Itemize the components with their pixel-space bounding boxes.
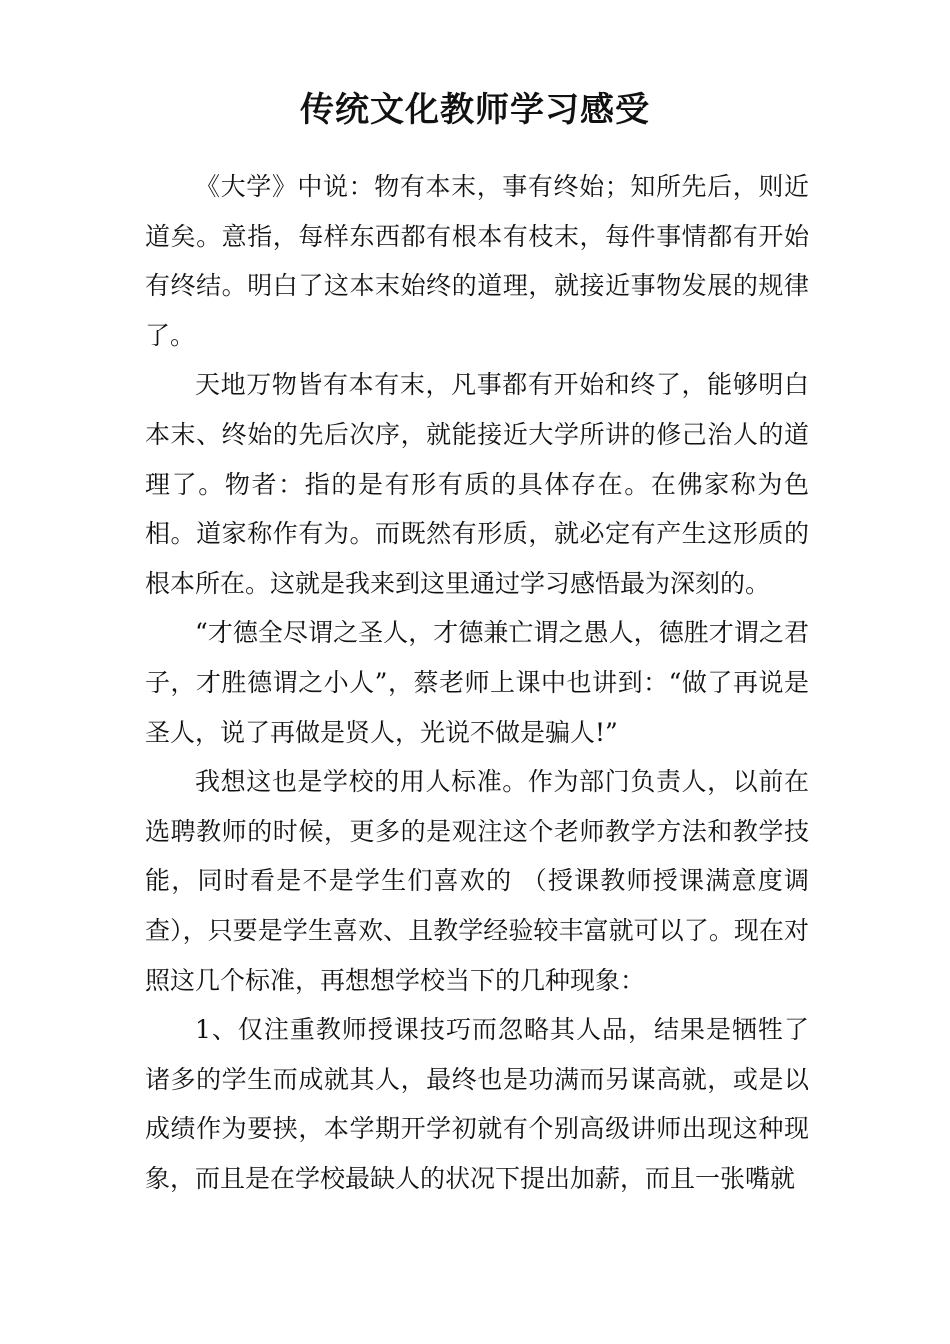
document-title: 传统文化教师学习感受 [300,90,650,130]
paragraph-4: 我想这也是学校的用人标准。作为部门负责人，以前在选聘教师的时候，更多的是观注这个老师教学方法和教学技能，同时看是不是学生们喜欢的 （授课教师授课满意度调查），只要是学生喜欢、且教学经验较丰富就可以了。现在对照这几个标准，再想想学校当下的几种现象： [145,767,809,995]
paragraph-1: 《大学》中说：物有本末，事有终始；知所先后，则近道矣。意指，每样东西都有根本有枝末，每件事情都有开始有终结。明白了这本末始终的道理，就接近事物发展的规律了。 [145,172,809,350]
document-body [145,162,809,1203]
paragraph-5: 1、仅注重教师授课技巧而忽略其人品，结果是牺牲了诸多的学生而成就其人，最终也是功满而另谋高就，或是以成绩作为要挟，本学期开学初就有个别高级讲师出现这种现象，而且是在学校最缺人的状况下提出加薪，而且一张嘴就 [145,1015,809,1193]
paragraph-2: 天地万物皆有本有末，凡事都有开始和终了，能够明白本末、终始的先后次序，就能接近大学所讲的修己治人的道理了。物者：指的是有形有质的具体存在。在佛家称为色相。道家称作有为。而既然有形质，就必定有产生这形质的根本所在。这就是我来到这里通过学习感悟最为深刻的。 [145,370,809,598]
paragraph-3: “才德全尽谓之圣人，才德兼亡谓之愚人，德胜才谓之君子，才胜德谓之小人”，蔡老师上课中也讲到：“做了再说是圣人，说了再做是贤人，光说不做是骗人!” [145,618,809,747]
